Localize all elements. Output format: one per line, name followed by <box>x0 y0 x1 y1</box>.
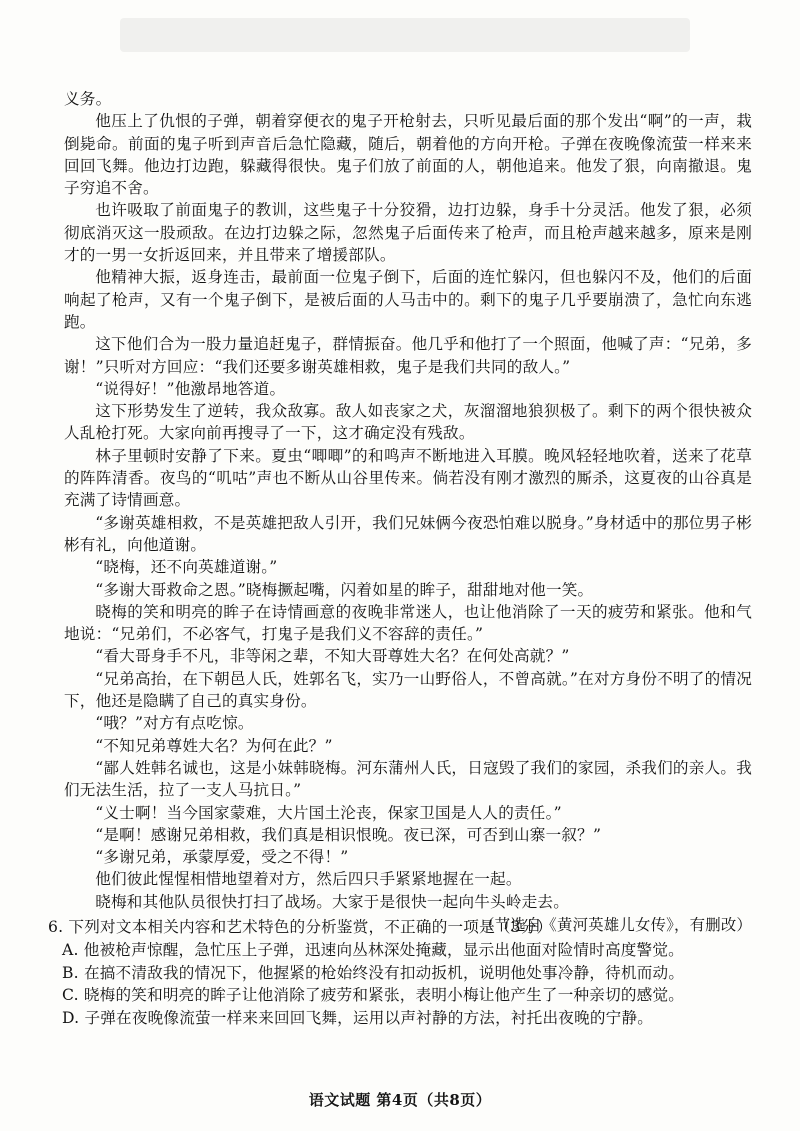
option-d: D. 子弹在夜晚像流萤一样来来回回飞舞，运用以声衬静的方法，衬托出夜晚的宁静。 <box>62 1009 654 1028</box>
passage-paragraph: “鄙人姓韩名诚也，这是小妹韩晓梅。河东蒲州人氏，日寇毁了我们的家园，杀我们的亲人。我们无法生活，拉了一支人马抗日。” <box>64 758 752 800</box>
option-b: B. 在搞不清敌我的情况下，他握紧的枪始终没有扣动扳机，说明他处事冷静，待机而动。 <box>62 963 685 982</box>
passage-paragraph: 他精神大振，返身连击，最前面一位鬼子倒下，后面的连忙躲闪，但也躲闪不及，他们的后面响起了枪声，又有一个鬼子倒下，是被后面的人马击中的。剩下的鬼子几乎要崩溃了，急忙向东逃跑。 <box>64 268 752 331</box>
source-citation: （节选自《黄河英雄儿女传》，有删改） <box>479 915 752 934</box>
passage-paragraph: 他压上了仇恨的子弹，朝着穿便衣的鬼子开枪射去，只听见最后面的那个发出“啊”的一声，栽倒毙命。前面的鬼子听到声音后急忙隐藏，随后，朝着他的方向开枪。子弹在夜晚像流萤一样来来回回飞舞。他边打边跑，躲藏得很快。鬼子们放了前面的人，朝他追来。他发了狠，向南撤退。鬼子穷追不舍。 <box>64 112 752 198</box>
passage <box>64 88 752 936</box>
passage-paragraph: 也许吸取了前面鬼子的教训，这些鬼子十分狡猾，边打边躲，身手十分灵活。他发了狠，必须彻底消灭这一股顽敌。在边打边躲之际，忽然鬼子后面传来了枪声，而且枪声越来越多，原来是刚才的一男一女折返回来，并且带来了增援部队。 <box>64 201 752 265</box>
option-c: C. 晓梅的笑和明亮的眸子让他消除了疲劳和紧张，表明小梅让他产生了一种亲切的感觉。 <box>62 986 685 1005</box>
passage-paragraph: 晓梅的笑和明亮的眸子在诗情画意的夜晚非常迷人，也让他消除了一天的疲劳和紧张。他和气地说：“兄弟们，不必客气，打鬼子是我们义不容辞的责任。” <box>64 602 752 644</box>
option-a: A. 他被枪声惊醒，急忙压上子弹，迅速向丛林深处掩藏，显示出他面对险情时高度警觉。 <box>62 940 684 959</box>
passage-paragraph: “不知兄弟尊姓大名？为何在此？” <box>95 736 333 755</box>
passage-paragraph: “说得好！”他激昂地答道。 <box>95 379 286 398</box>
passage-paragraph: “兄弟高抬，在下朝邑人氏，姓郭名飞，实乃一山野俗人，不曾高就。”在对方身份不明了的情况下，他还是隐瞒了自己的真实身份。 <box>64 669 752 711</box>
passage-paragraph: 晓梅和其他队员很快打扫了战场。大家于是很快一起向牛头岭走去。 <box>95 892 570 911</box>
passage-paragraph: “多谢兄弟，承蒙厚爱，受之不得！” <box>95 848 349 867</box>
passage-paragraph: “看大哥身手不凡，非等闲之辈，不知大哥尊姓大名？在何处高就？” <box>95 647 570 666</box>
passage-paragraph: “是啊！感谢兄弟相救，我们真是相识恨晚。夜已深，可否到山寨一叙？” <box>95 825 602 844</box>
passage-paragraph: “义士啊！当今国家蒙难，大片国土沦丧，保家卫国是人人的责任。” <box>95 803 562 822</box>
passage-paragraph: 这下形势发生了逆转，我众敌寡。敌人如丧家之犬，灰溜溜地狼狈极了。剩下的两个很快被众人乱枪打死。大家向前再搜寻了一下，这才确定没有残敌。 <box>64 402 752 443</box>
passage-paragraph: 他们彼此惺惺相惜地望着对方，然后四只手紧紧地握在一起。 <box>95 870 522 889</box>
passage-paragraph: 义务。 <box>64 90 112 108</box>
passage-paragraph: “多谢大哥救命之恩。”晓梅撅起嘴，闪着如星的眸子，甜甜地对他一笑。 <box>95 580 594 599</box>
passage-paragraph: “哦？”对方有点吃惊。 <box>95 714 254 733</box>
question-stem: 6. 下列对文本相关内容和艺术特色的分析鉴赏，不正确的一项是（3分） <box>48 918 553 936</box>
passage-paragraph: “晓梅，还不向英雄道谢。” <box>95 558 278 577</box>
passage-paragraph: “多谢英雄相救，不是英雄把敌人引开，我们兄妹俩今夜恐怕难以脱身。”身材适中的那位男子彬彬有礼，向他道谢。 <box>64 513 752 554</box>
passage-paragraph: 这下他们合为一股力量追赶鬼子，群情振奋。他几乎和他打了一个照面，他喊了声：“兄弟，多谢！”只听对方回应：“我们还要多谢英雄相救，鬼子是我们共同的敌人。” <box>64 335 752 376</box>
passage-paragraph: 林子里顿时安静了下来。夏虫“唧唧”的和鸣声不断地进入耳膜。晚风轻轻地吹着，送来了花草的阵阵清香。夜鸟的“叽咕”声也不断从山谷里传来。倘若没有刚才激烈的厮杀，这夏夜的山谷真是充满了诗情画意。 <box>64 446 752 510</box>
page-footer: 语文试题 第4页（共8页） <box>308 1091 492 1109</box>
scan-smudge <box>120 18 690 52</box>
question-6 <box>48 916 754 1030</box>
